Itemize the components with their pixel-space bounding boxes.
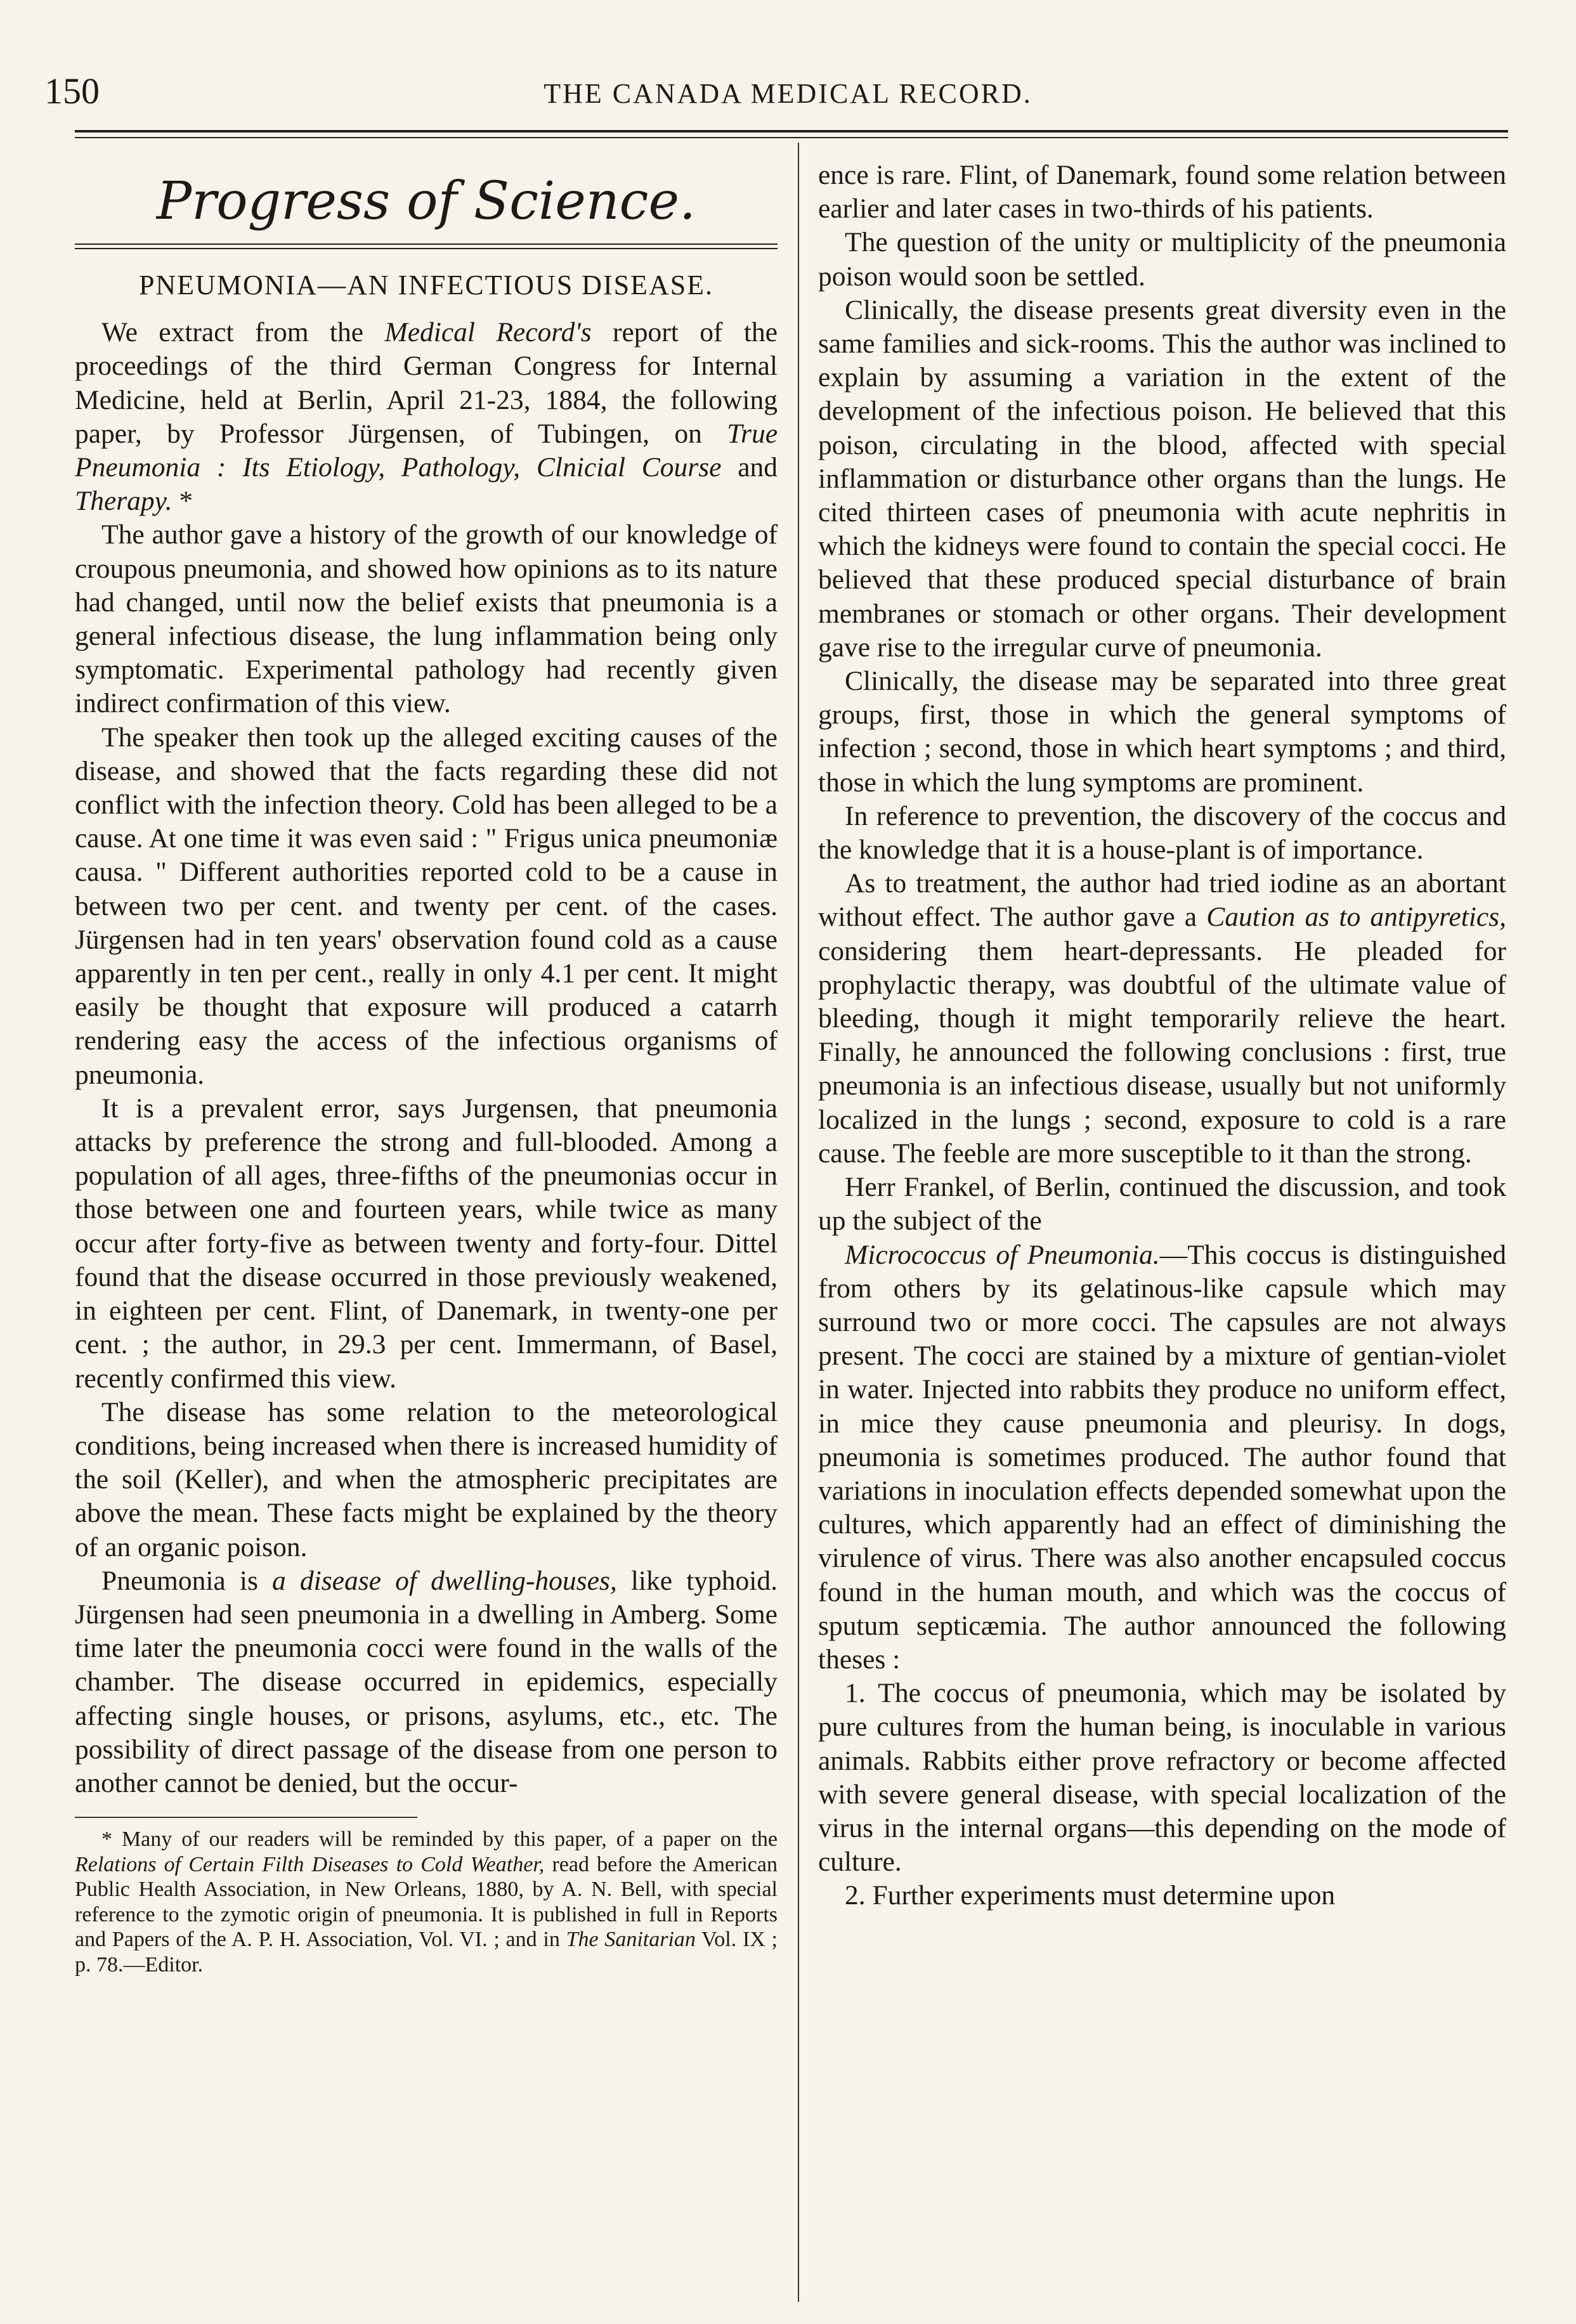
paragraph: The disease has some relation to the meteorological conditions, being increased when there is increased humidity of the soil (Keller), and when the atmospheric precipitates are above the mean. These facts might be explained by the theory of an organic poison. (75, 1396, 778, 1562)
paragraph: As to treatment, the author had tried iodine as an abortant without effect. The author gave a Caution as to antipyretics, considering them heart-depressants. He pleaded for prophylactic therapy, was doubtful of the ultimate value of bleeding, though it might temporarily relieve the heart. Finally, he announced the following conclusions : first, true pneumonia is an infectious disease, usually but not uniformly localized in the lungs ; second, exposure to cold is a rare cause. The feeble are more susceptible to it than the strong. (818, 868, 1506, 1169)
section-heading: Progress of Science. (156, 171, 696, 231)
paragraph: Herr Frankel, of Berlin, continued the discussion, and took up the subject of the (818, 1172, 1506, 1237)
paragraph: Pneumonia is a disease of dwelling-houses, like typhoid. Jürgensen had seen pneumonia in a dwelling in Amberg. Some time later the pneumonia cocci were found in the walls of the chamber. The disease occurred in epidemics, especially affecting single houses, or prisons, asylums, etc., etc. The possibility of direct passage of the disease from one person to another cannot be denied, but the occur- (75, 1565, 778, 1798)
footnote-rule (75, 1817, 417, 1818)
paragraph: The speaker then took up the alleged exciting causes of the disease, and showed that the facts regarding these did not conflict with the infection theory. Cold has been alleged to be a cause. At one time it was even said : " Frigus unica pneumoniæ causa. " Different authorities reported cold to be a cause in between two per cent. and twenty per cent. of the cases. Jürgensen had in ten years' observation found cold as a cause apparently in ten per cent., really in only 4.1 per cent. It might easily be thought that exposure will produced a catarrh rendering easy the access of the infectious organisms of pneumonia. (75, 722, 778, 1090)
header-rule-thin (75, 137, 1508, 138)
paragraph: Clinically, the disease presents great diversity even in the same families and sick-rooms. This the author was inclined to explain by assuming a variation in the extent of the development of the infectious poison. He believed that this poison, circulating in the blood, affected with special inflammation or disturbance other organs than the lungs. He cited thirteen cases of pneumonia with acute nephritis in which the kidneys were found to contain the special cocci. He believed that these produced special disturbance of brain membranes or stomach or other organs. Their development gave rise to the irregular curve of pneumonia. (818, 294, 1506, 663)
paragraph: ence is rare. Flint, of Danemark, found some relation between earlier and later cases in two-thirds of his patients. (818, 160, 1506, 224)
section-rule (75, 248, 778, 249)
paragraph: 1. The coccus of pneumonia, which may be isolated by pure cultures from the human being, is inoculable in various animals. Rabbits either prove refractory or become affected with severe general disease, with special localization of the virus in the internal organs—this depending on the mode of culture. (818, 1678, 1506, 1878)
paragraph: In reference to prevention, the discovery of the coccus and the knowledge that it is a house-plant is of importance. (818, 800, 1506, 866)
footnote: * Many of our readers will be reminded by this paper, of a paper on the Relations of Certain Filth Diseases to Cold Weather, read before the American Public Health Association, in New Orleans, 1880, by A. N. Bell, with special reference to the zymotic origin of pneumonia. It is published in full in Reports and Papers of the A. P. H. Association, Vol. VI. ; and in The Sanitarian Vol. IX ; p. 78.—Editor. (75, 1827, 778, 1977)
column-divider (798, 143, 799, 2302)
paragraph: We extract from the Medical Record's report of the proceedings of the third German Congress for Internal Medicine, held at Berlin, April 21-23, 1884, the following paper, by Professor Jürgensen, of Tubingen, on True Pneumonia : Its Etiology, Pathology, Clnicial Course and Therapy. * (75, 317, 778, 517)
paragraph: Clinically, the disease may be separated into three great groups, first, those in which the general symptoms of infection ; second, those in which heart symptoms ; and third, those in which the lung symptoms are prominent. (818, 666, 1506, 798)
running-title: THE CANADA MEDICAL RECORD. (544, 78, 1032, 109)
right-column (818, 159, 1506, 1913)
paragraph: 2. Further experiments must determine upon (845, 1880, 1336, 1911)
paragraph: Micrococcus of Pneumonia.—This coccus is distinguished from others by its gelatinous-like capsule which may surround two or more cocci. The capsules are not always present. The cocci are stained by a mixture of gentian-violet in water. Injected into rabbits they produce no uniform effect, in mice they cause pneumonia and pleurisy. In dogs, pneumonia is sometimes produced. The author found that variations in inoculation effects depended somewhat upon the cultures, which apparently had an effect of diminishing the virulence of virus. There was also another encapsuled coccus found in the human mouth, and which was the coccus of sputum septicæmia. The author announced the following theses : (818, 1239, 1506, 1675)
section-rule (75, 243, 778, 245)
left-column (75, 159, 778, 1977)
page-number: 150 (44, 70, 100, 112)
page-header (0, 70, 1576, 120)
header-rule (75, 130, 1508, 133)
paragraph: It is a prevalent error, says Jurgensen, that pneumonia attacks by preference the strong and full-blooded. Among a population of all ages, three-fifths of the pneumonias occur in those between one and fourteen years, while twice as many occur after forty-five as between twenty and forty-four. Dittel found that the disease occurred in those previously weakened, in eighteen per cent. Flint, of Danemark, in twenty-one per cent. ; the author, in 29.3 per cent. Immermann, of Basel, recently confirmed this view. (75, 1093, 778, 1394)
paragraph: The author gave a history of the growth of our knowledge of croupous pneumonia, and showed how opinions as to its nature had changed, until now the belief exists that pneumonia is a general infectious disease, the lung inflammation being only symptomatic. Experimental pathology had recently given indirect confirmation of this view. (75, 519, 778, 719)
paragraph: The question of the unity or multiplicity of the pneumonia poison would soon be settled. (818, 227, 1506, 292)
article-title: PNEUMONIA—AN INFECTIOUS DISEASE. (138, 269, 714, 301)
